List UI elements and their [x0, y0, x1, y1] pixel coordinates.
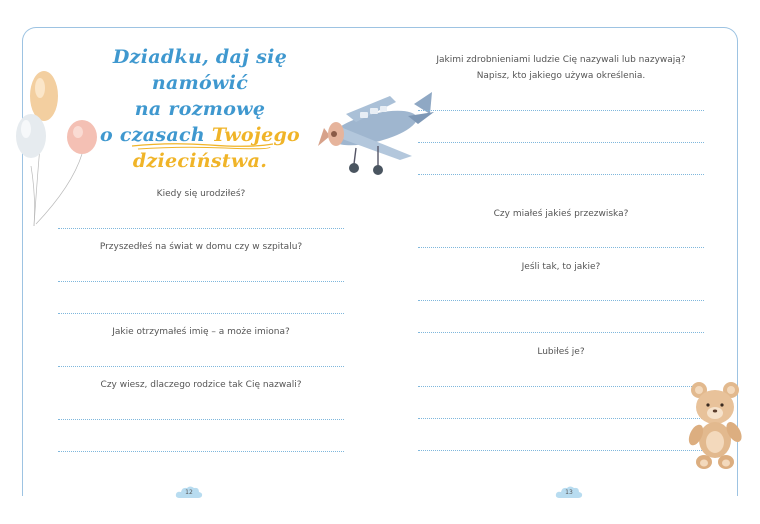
question-name-reason: Czy wiesz, dlaczego rodzice tak Cię nazwali?	[100, 380, 302, 390]
question-liked-them: Lubiłeś je?	[537, 347, 585, 357]
page-title	[70, 44, 330, 174]
answer-line[interactable]	[418, 110, 704, 111]
question-given-name: Jakie otrzymałeś imię – a może imiona?	[112, 327, 290, 337]
teddy-bear-illustration	[682, 380, 746, 472]
answer-line[interactable]	[58, 313, 344, 314]
answer-line[interactable]	[418, 247, 704, 248]
answer-line[interactable]	[418, 142, 704, 143]
question-which-nicknames: Jeśli tak, to jakie?	[521, 262, 601, 272]
question-nicknames: Jakimi zdrobnieniami ludzie Cię nazywali lub nazywają?	[436, 55, 686, 65]
title-line-1: Dziadku, daj się namówić	[112, 46, 288, 94]
answer-line[interactable]	[58, 228, 344, 229]
title-line-2: na rozmowę	[134, 98, 266, 120]
answer-line[interactable]	[418, 174, 704, 175]
title-line-3: o czasach Twojego	[99, 124, 301, 146]
answer-line[interactable]	[58, 281, 344, 282]
question-nicknames-detail: Napisz, kto jakiego używa określenia.	[476, 71, 646, 81]
title-line-4: dzieciństwa.	[132, 150, 268, 172]
title-highlight: Twojego	[211, 124, 301, 146]
question-had-nicknames: Czy miałeś jakieś przezwiska?	[493, 209, 629, 219]
answer-line[interactable]	[418, 386, 704, 387]
page-number-left: 12	[175, 484, 203, 500]
answer-line[interactable]	[58, 419, 344, 420]
answer-line[interactable]	[418, 300, 704, 301]
answer-line[interactable]	[418, 418, 704, 419]
answer-line[interactable]	[418, 450, 704, 451]
title-underline-decoration	[130, 140, 275, 152]
answer-line[interactable]	[58, 451, 344, 452]
question-birthplace: Przyszedłeś na świat w domu czy w szpitalu?	[99, 242, 303, 252]
answer-line[interactable]	[418, 332, 704, 333]
page-number-right: 13	[555, 484, 583, 500]
question-birth-date: Kiedy się urodziłeś?	[156, 189, 246, 199]
airplane-illustration	[316, 84, 438, 180]
answer-line[interactable]	[58, 366, 344, 367]
